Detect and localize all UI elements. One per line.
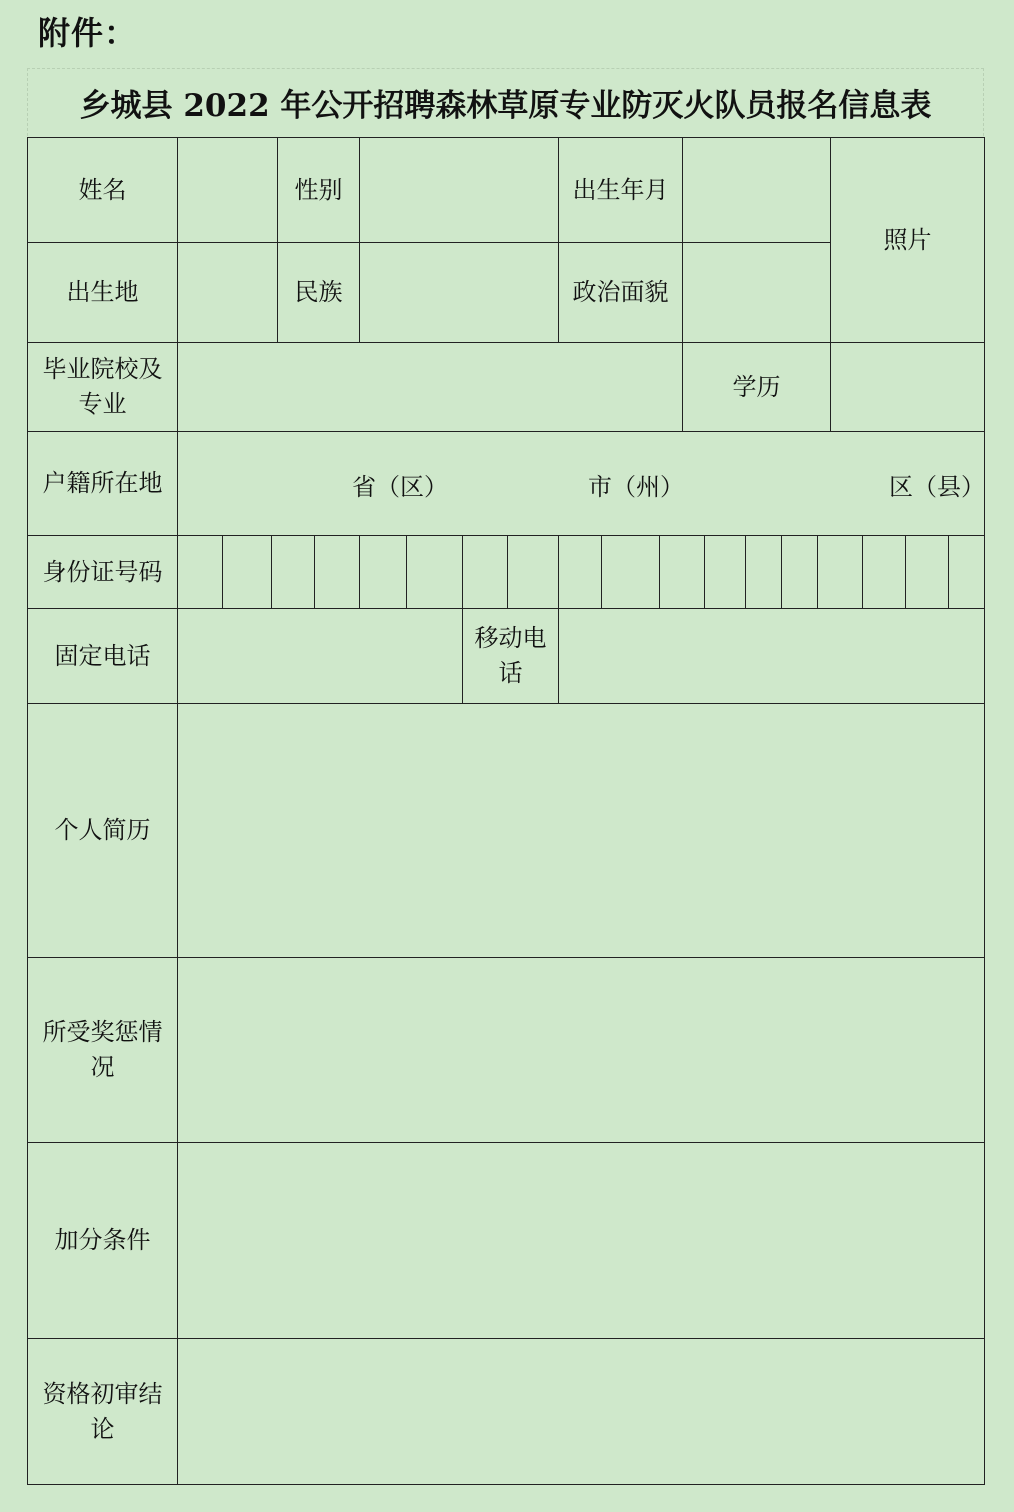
field-landline[interactable] — [177, 608, 463, 704]
id-digit-box[interactable] — [862, 535, 906, 609]
id-digit-box[interactable] — [704, 535, 746, 609]
id-digit-box[interactable] — [905, 535, 949, 609]
field-name[interactable] — [177, 137, 278, 243]
registration-form-table — [27, 137, 985, 1485]
label-household: 户籍所在地 — [27, 431, 178, 536]
id-digit-box[interactable] — [359, 535, 407, 609]
form-title: 乡城县 2022 年公开招聘森林草原专业防灭火队员报名信息表 — [27, 68, 984, 136]
field-bonus[interactable] — [177, 1142, 985, 1339]
attachment-label: 附件： — [38, 14, 138, 52]
label-mobile: 移动电话 — [462, 608, 559, 704]
field-birthplace[interactable] — [177, 242, 278, 343]
label-landline: 固定电话 — [27, 608, 178, 704]
field-school-major[interactable] — [177, 342, 683, 432]
id-digit-box[interactable] — [745, 535, 782, 609]
id-digit-box[interactable] — [601, 535, 660, 609]
label-education: 学历 — [682, 342, 831, 432]
id-digit-box[interactable] — [177, 535, 223, 609]
field-ethnicity[interactable] — [359, 242, 559, 343]
province-suffix: 省（区） — [352, 473, 448, 501]
label-awards: 所受奖惩情况 — [27, 957, 178, 1143]
id-digit-box[interactable] — [948, 535, 985, 609]
field-household[interactable] — [177, 431, 985, 536]
field-resume[interactable] — [177, 703, 985, 958]
label-birth-date: 出生年月 — [558, 137, 683, 243]
id-digit-box[interactable] — [406, 535, 463, 609]
district-suffix: 区（县） — [889, 473, 985, 501]
field-gender[interactable] — [359, 137, 559, 243]
field-awards[interactable] — [177, 957, 985, 1143]
label-bonus: 加分条件 — [27, 1142, 178, 1339]
id-digit-box[interactable] — [271, 535, 315, 609]
id-digit-box[interactable] — [558, 535, 602, 609]
label-ethnicity: 民族 — [277, 242, 360, 343]
label-review: 资格初审结论 — [27, 1338, 178, 1485]
field-birth-date[interactable] — [682, 137, 831, 243]
id-digit-box[interactable] — [781, 535, 818, 609]
id-digit-box[interactable] — [817, 535, 863, 609]
id-digit-box[interactable] — [314, 535, 360, 609]
city-suffix: 市（州） — [588, 473, 684, 501]
field-mobile[interactable] — [558, 608, 985, 704]
photo-box[interactable]: 照片 — [830, 137, 985, 343]
label-political-status: 政治面貌 — [558, 242, 683, 343]
label-resume: 个人简历 — [27, 703, 178, 958]
id-digit-box[interactable] — [507, 535, 559, 609]
id-digit-box[interactable] — [462, 535, 508, 609]
label-gender: 性别 — [277, 137, 360, 243]
label-id-number: 身份证号码 — [27, 535, 178, 609]
label-school-major: 毕业院校及专业 — [27, 342, 178, 432]
id-digit-box[interactable] — [222, 535, 272, 609]
id-digit-box[interactable] — [659, 535, 705, 609]
label-birthplace: 出生地 — [27, 242, 178, 343]
field-education[interactable] — [830, 342, 985, 432]
label-name: 姓名 — [27, 137, 178, 243]
field-review[interactable] — [177, 1338, 985, 1485]
field-political-status[interactable] — [682, 242, 831, 343]
